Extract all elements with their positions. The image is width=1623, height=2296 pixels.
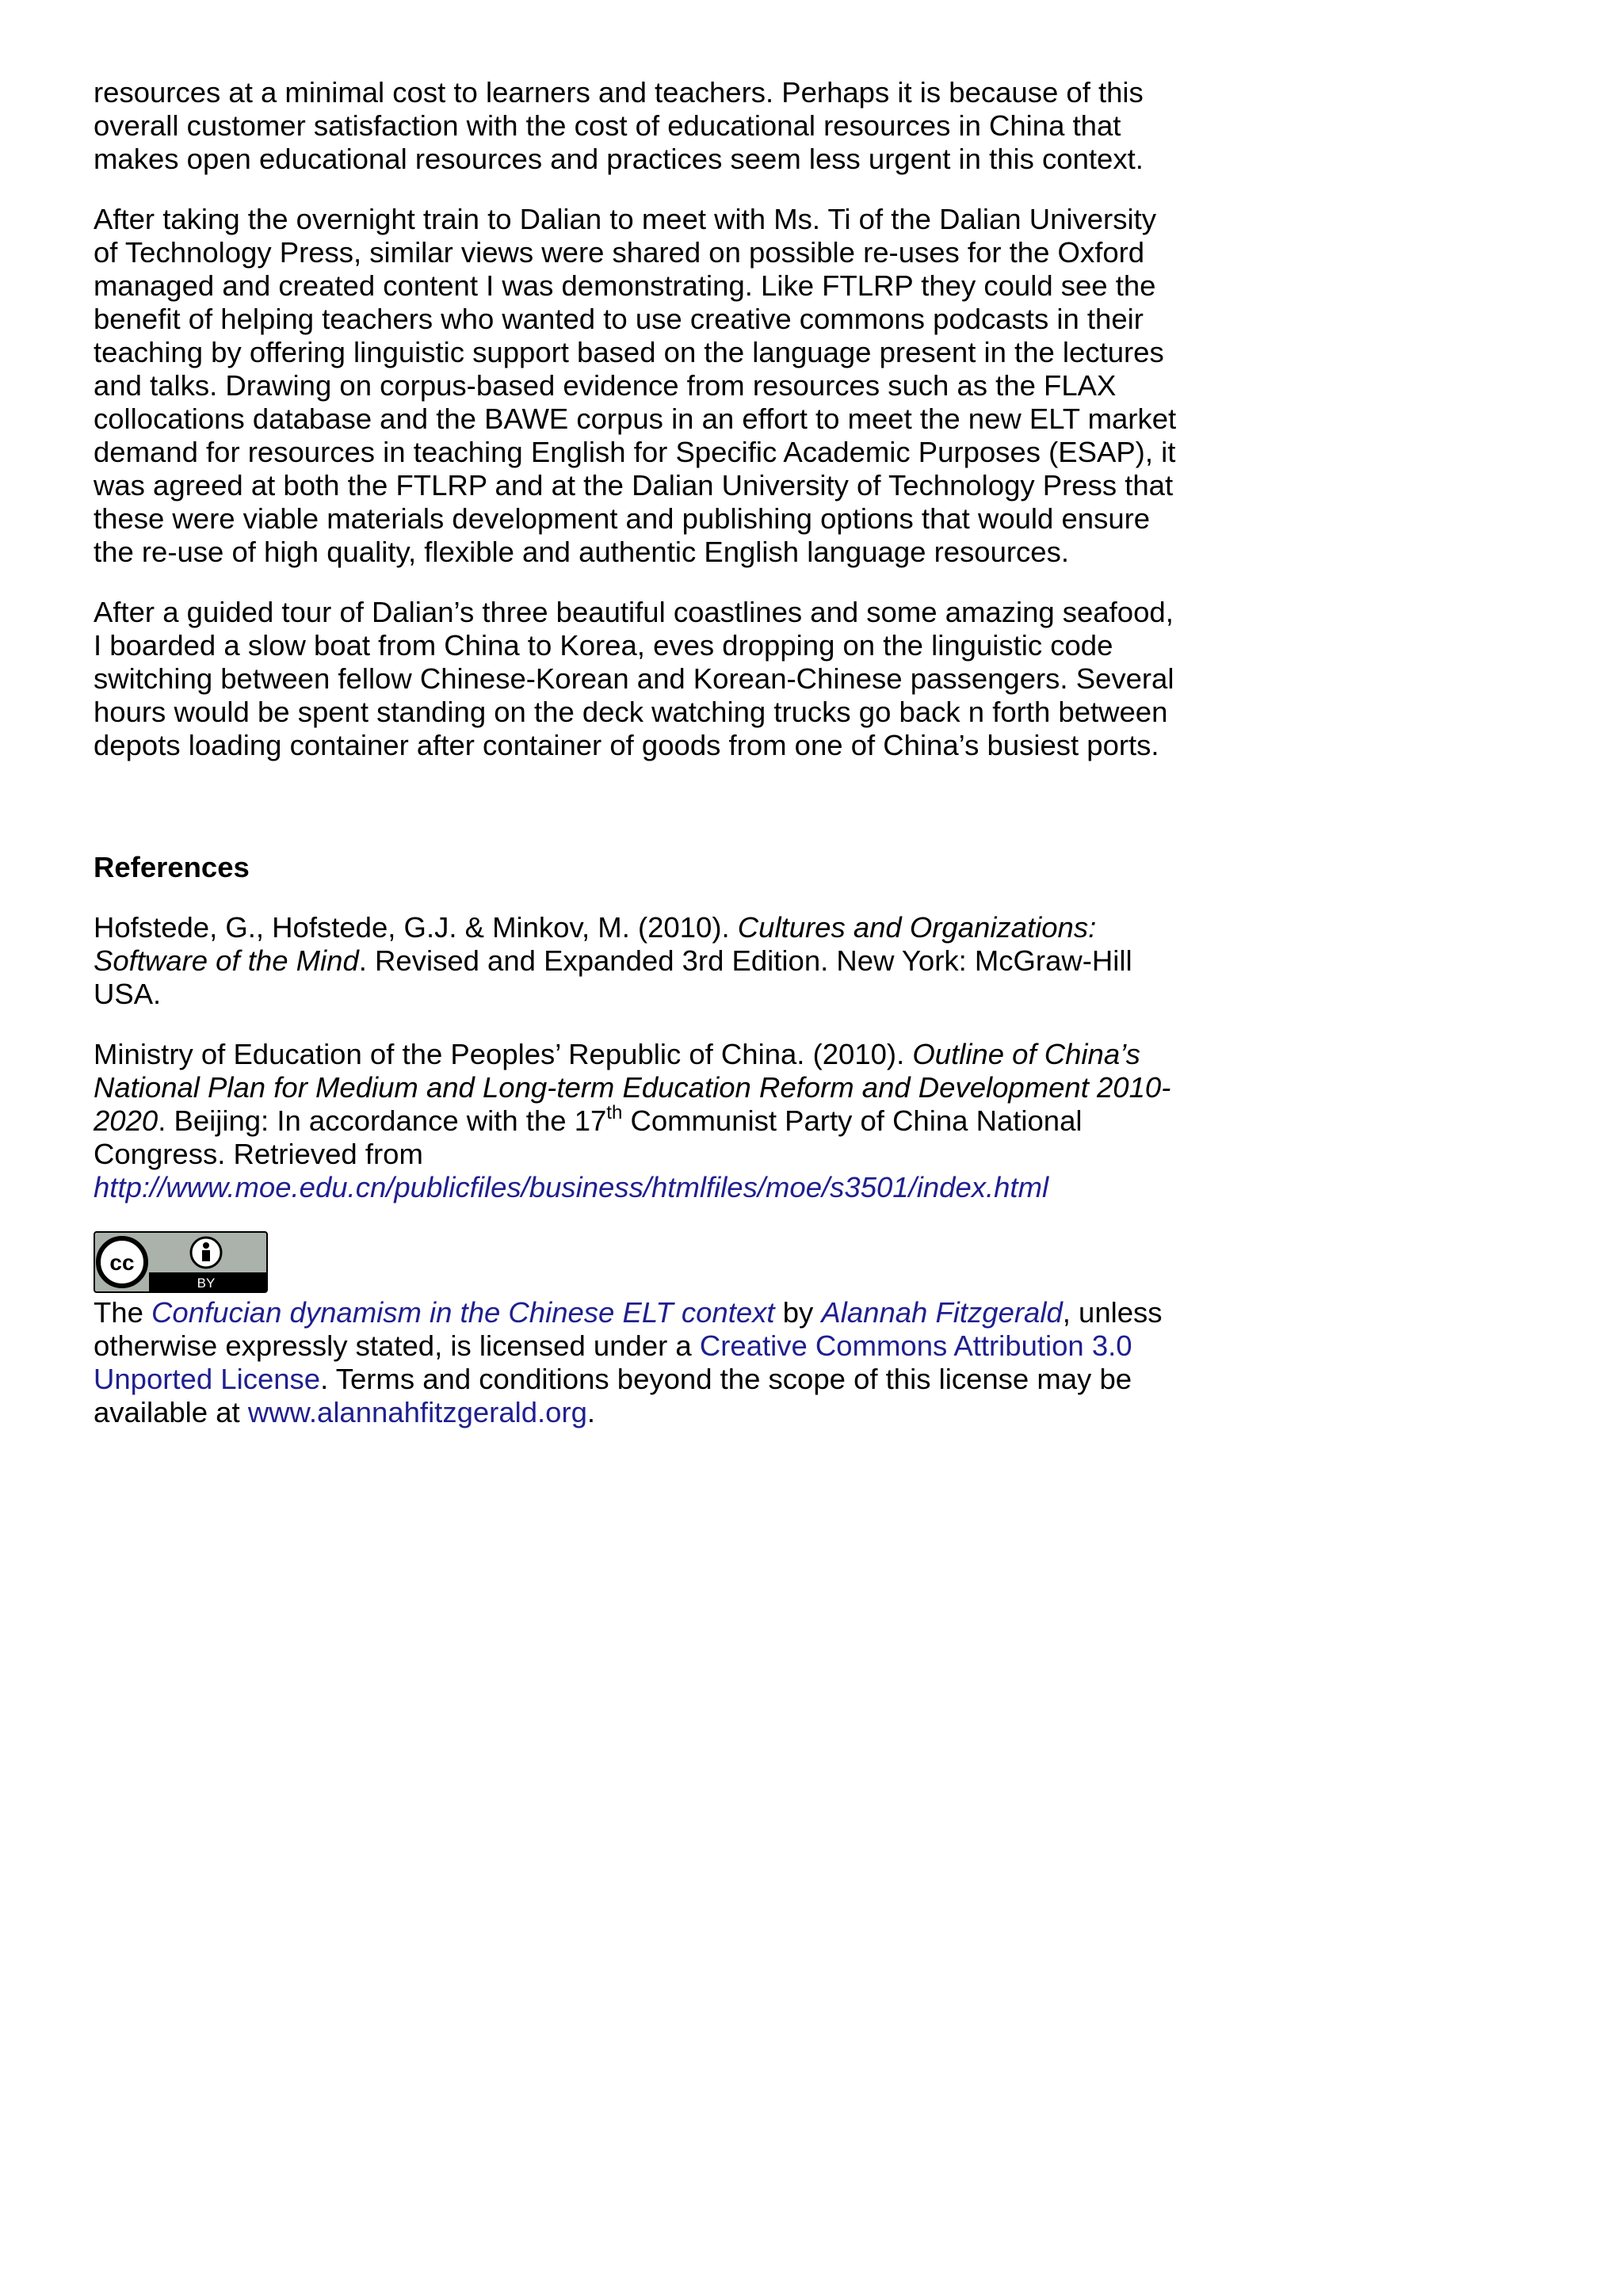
reference-authors: Hofstede, G., Hofstede, G.J. & Minkov, M. (2010). <box>94 911 738 944</box>
license-name-link[interactable]: Creative Commons Attribution 3.0 Unported License <box>94 1329 1132 1395</box>
license-text: by <box>774 1296 822 1329</box>
creative-commons-by-badge-icon[interactable] <box>94 1231 268 1293</box>
license-statement <box>94 1296 1187 1429</box>
reference-title: Cultures and Organizations: Software of the Mind <box>94 911 1097 977</box>
badge-cc-text: cc <box>109 1250 135 1275</box>
reference-details-continued: Communist Party of China National Congress. Retrieved from <box>94 1104 1083 1170</box>
license-text: The <box>94 1296 152 1329</box>
badge-by-text: BY <box>197 1276 216 1291</box>
body-paragraph-1: resources at a minimal cost to learners and teachers. Perhaps it is because of this overall customer satisfaction with the cost of educational resources in China that makes open educational resources and practices seem less urgent in this context. <box>94 76 1144 175</box>
license-text: . Terms and conditions beyond the scope of this license may be available at <box>94 1363 1132 1428</box>
reference-authors: Ministry of Education of the Peoples’ Republic of China. (2010). <box>94 1038 913 1070</box>
license-text: , unless otherwise expressly stated, is licensed under a <box>94 1296 1163 1362</box>
reference-url-link[interactable]: http://www.moe.edu.cn/publicfiles/business/htmlfiles/moe/s3501/index.html <box>94 1171 1049 1203</box>
references-heading: References <box>94 851 250 883</box>
reference-title: Outline of China’s National Plan for Medium and Long-term Education Reform and Development 2010-2020 <box>94 1038 1171 1137</box>
license-text: . <box>586 1396 596 1428</box>
reference-ministry <box>94 1038 1187 1204</box>
reference-details: . Revised and Expanded 3rd Edition. New York: McGraw-Hill USA. <box>94 944 1132 1010</box>
author-link[interactable]: Alannah Fitzgerald <box>821 1296 1063 1329</box>
reference-hofstede <box>94 911 1187 1011</box>
document-page <box>94 76 1187 1429</box>
reference-details: . Beijing: In accordance with the 17 <box>158 1104 607 1137</box>
body-paragraph-3: After a guided tour of Dalian’s three beautiful coastlines and some amazing seafood, I boarded a slow boat from China to Korea, eves dropping on the linguistic code switching between fellow Chinese-Korean and Korean-Chinese passengers. Several hours would be spent standing on the deck watching trucks go back n forth between depots loading container after container of goods from one of China’s busiest ports. <box>94 596 1174 761</box>
website-link[interactable]: www.alannahfitzgerald.org <box>247 1396 587 1428</box>
section-spacer <box>94 789 1187 851</box>
ordinal-superscript: th <box>606 1101 623 1123</box>
work-title-link[interactable]: Confucian dynamism in the Chinese ELT context <box>151 1296 775 1329</box>
body-paragraph-2: After taking the overnight train to Dalian to meet with Ms. Ti of the Dalian University of Technology Press, similar views were shared on possible re-uses for the Oxford managed and created content I was demonstrating. Like FTLRP they could see the benefit of helping teachers who wanted to use creative commons podcasts in their teaching by offering linguistic support based on the language present in the lectures and talks. Drawing on corpus-based evidence from resources such as the FLAX collocations database and the BAWE corpus in an effort to meet the new ELT market demand for resources in teaching English for Specific Academic Purposes (ESAP), it was agreed at both the FTLRP and at the Dalian University of Technology Press that these were viable materials development and publishing options that would ensure the re-use of high quality, flexible and authentic English language resources. <box>94 203 1177 568</box>
